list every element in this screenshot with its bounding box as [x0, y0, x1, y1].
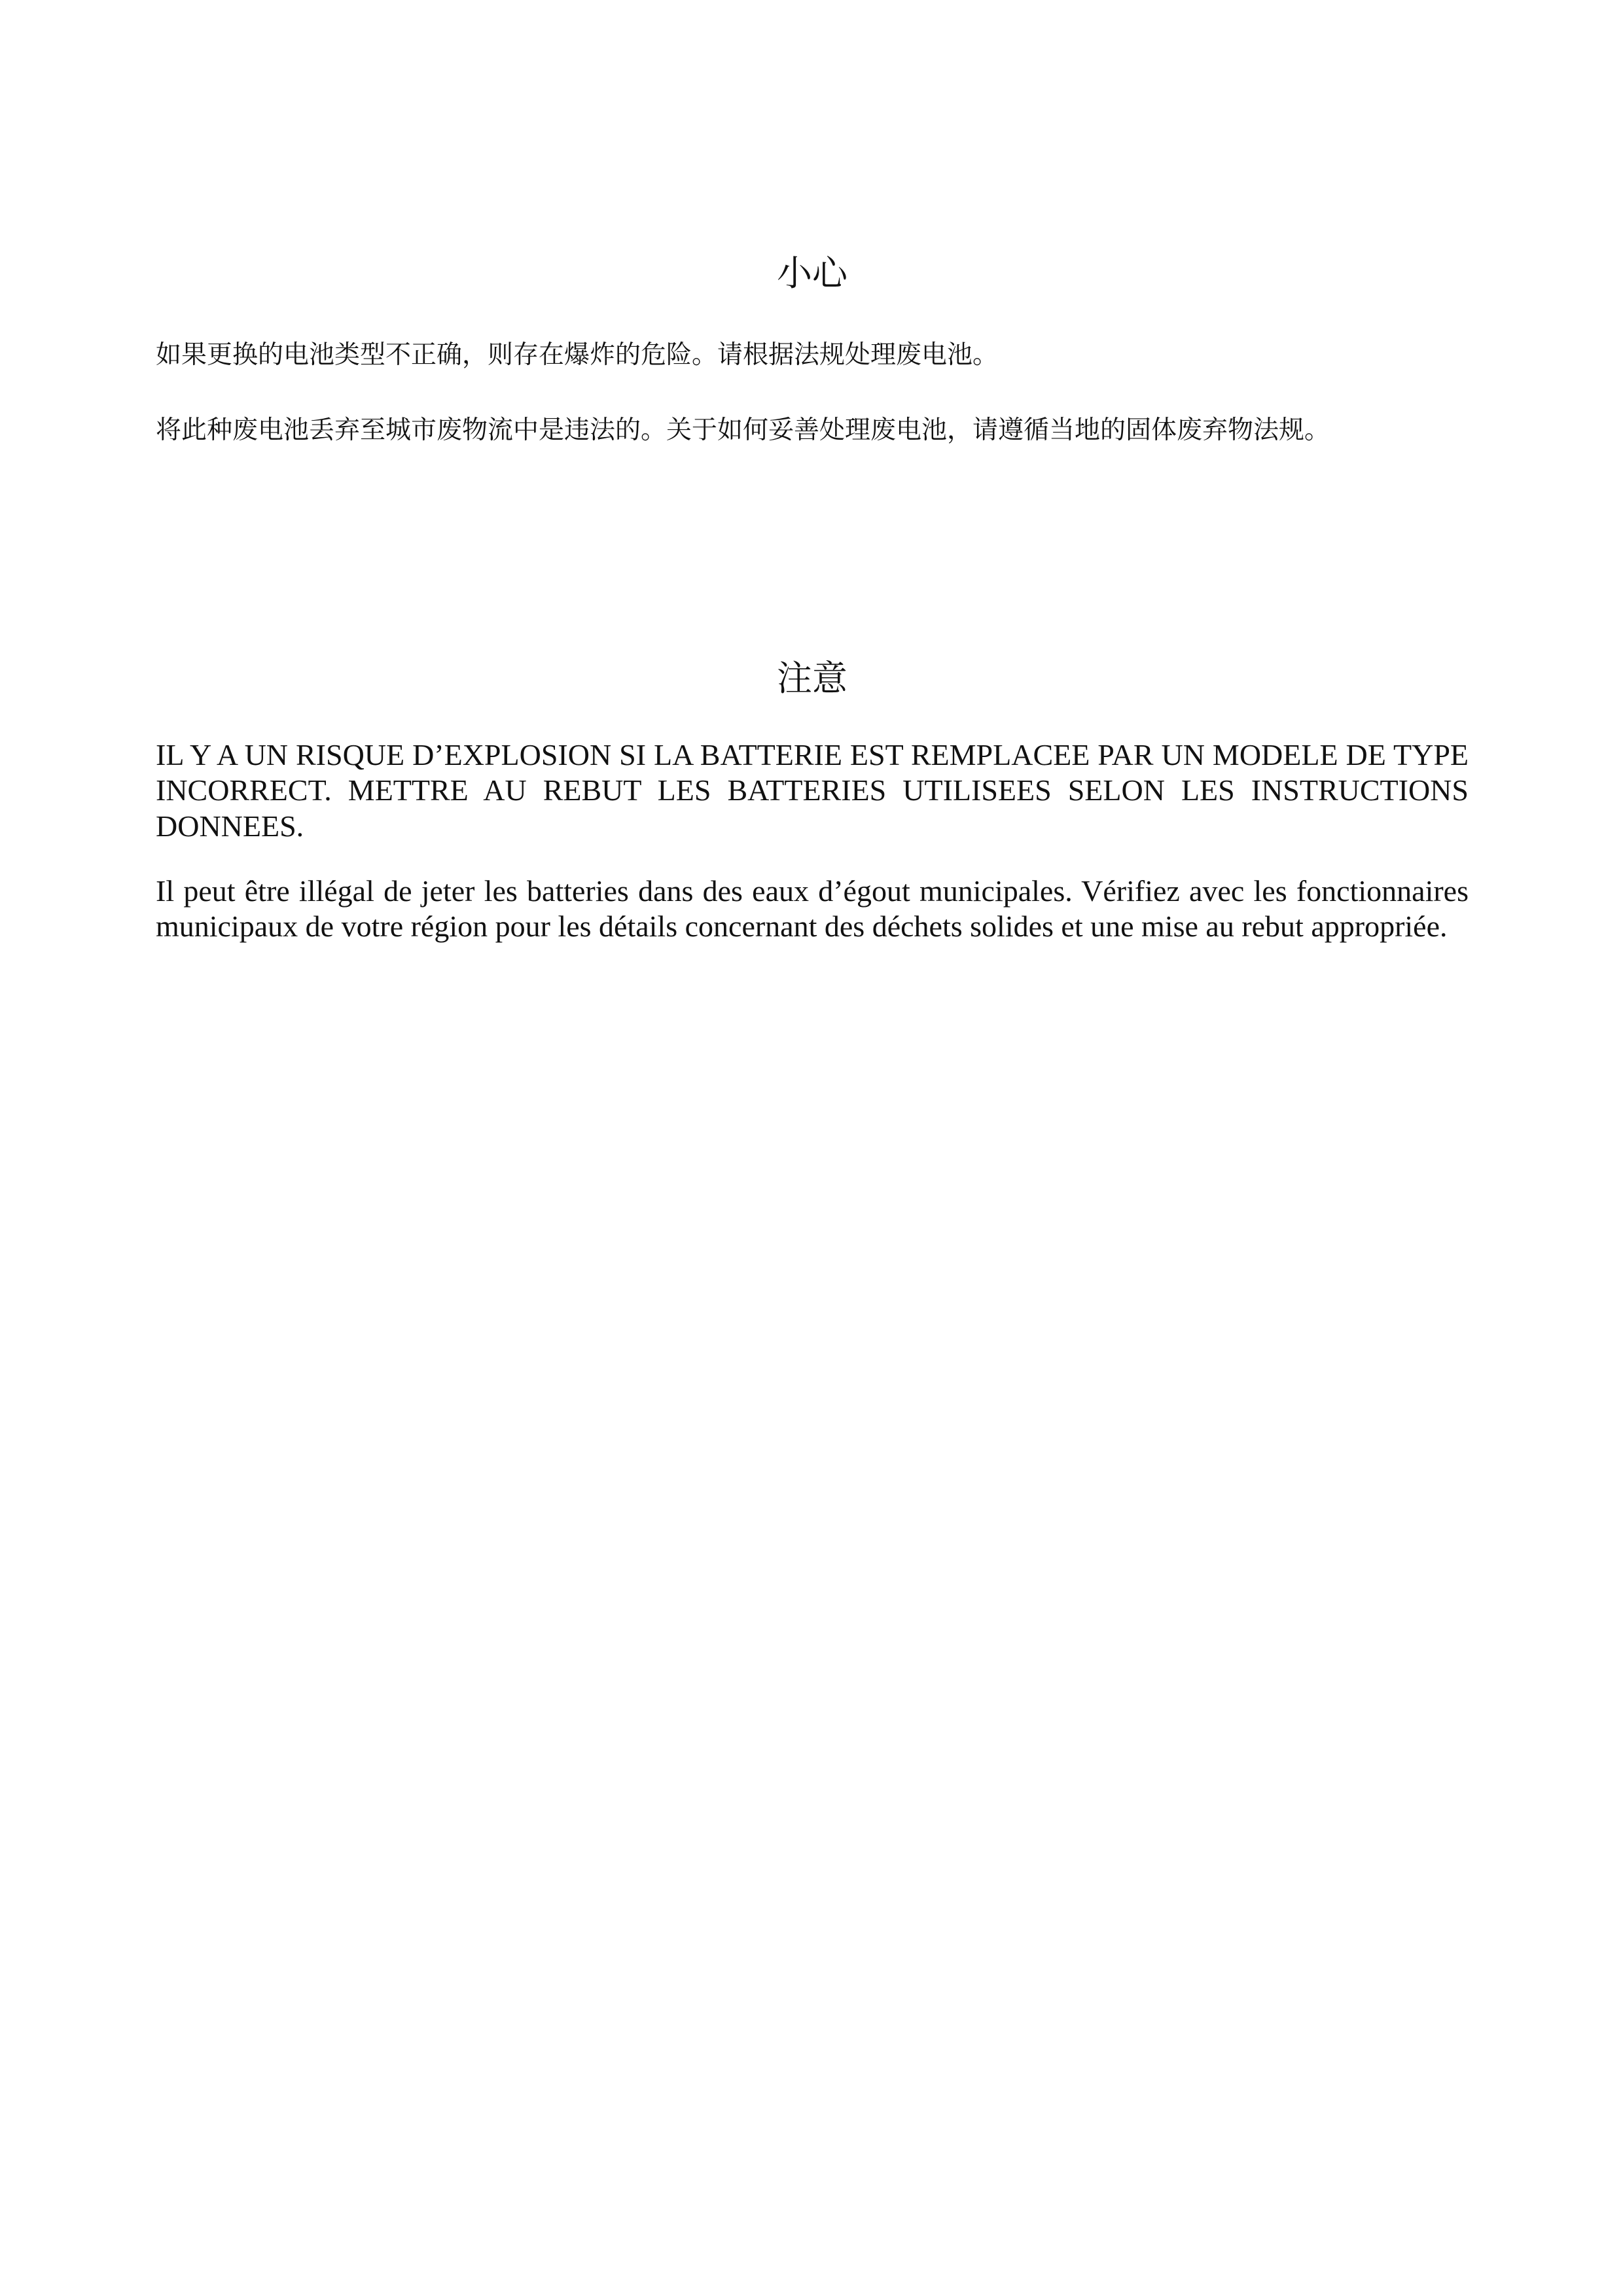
caution-paragraph-1: 如果更换的电池类型不正确，则存在爆炸的危险。请根据法规处理废电池。 [156, 340, 999, 370]
caution-heading: 小心 [777, 253, 847, 294]
attention-paragraph-2: Il peut être illégal de jeter les batteries dans des eaux d’égout municipales. Vérifiez avec les fonctionnaires municipaux de votre région pour les détails concernant des déchets solides et une mise au rebut appropriée. [156, 874, 1469, 944]
attention-section [156, 658, 1469, 944]
caution-paragraph-2: 将此种废电池丢弃至城市废物流中是违法的。关于如何妥善处理废电池，请遵循当地的固体废弃物法规。 [156, 415, 1330, 445]
caution-section [156, 253, 1469, 445]
attention-paragraph-1: IL Y A UN RISQUE D’EXPLOSION SI LA BATTERIE EST REMPLACEE PAR UN MODELE DE TYPE INCORRECT. METTRE AU REBUT LES BATTERIES UTILISEES SELON LES INSTRUCTIONS DONNEES. [156, 738, 1469, 843]
attention-heading: 注意 [777, 658, 847, 699]
